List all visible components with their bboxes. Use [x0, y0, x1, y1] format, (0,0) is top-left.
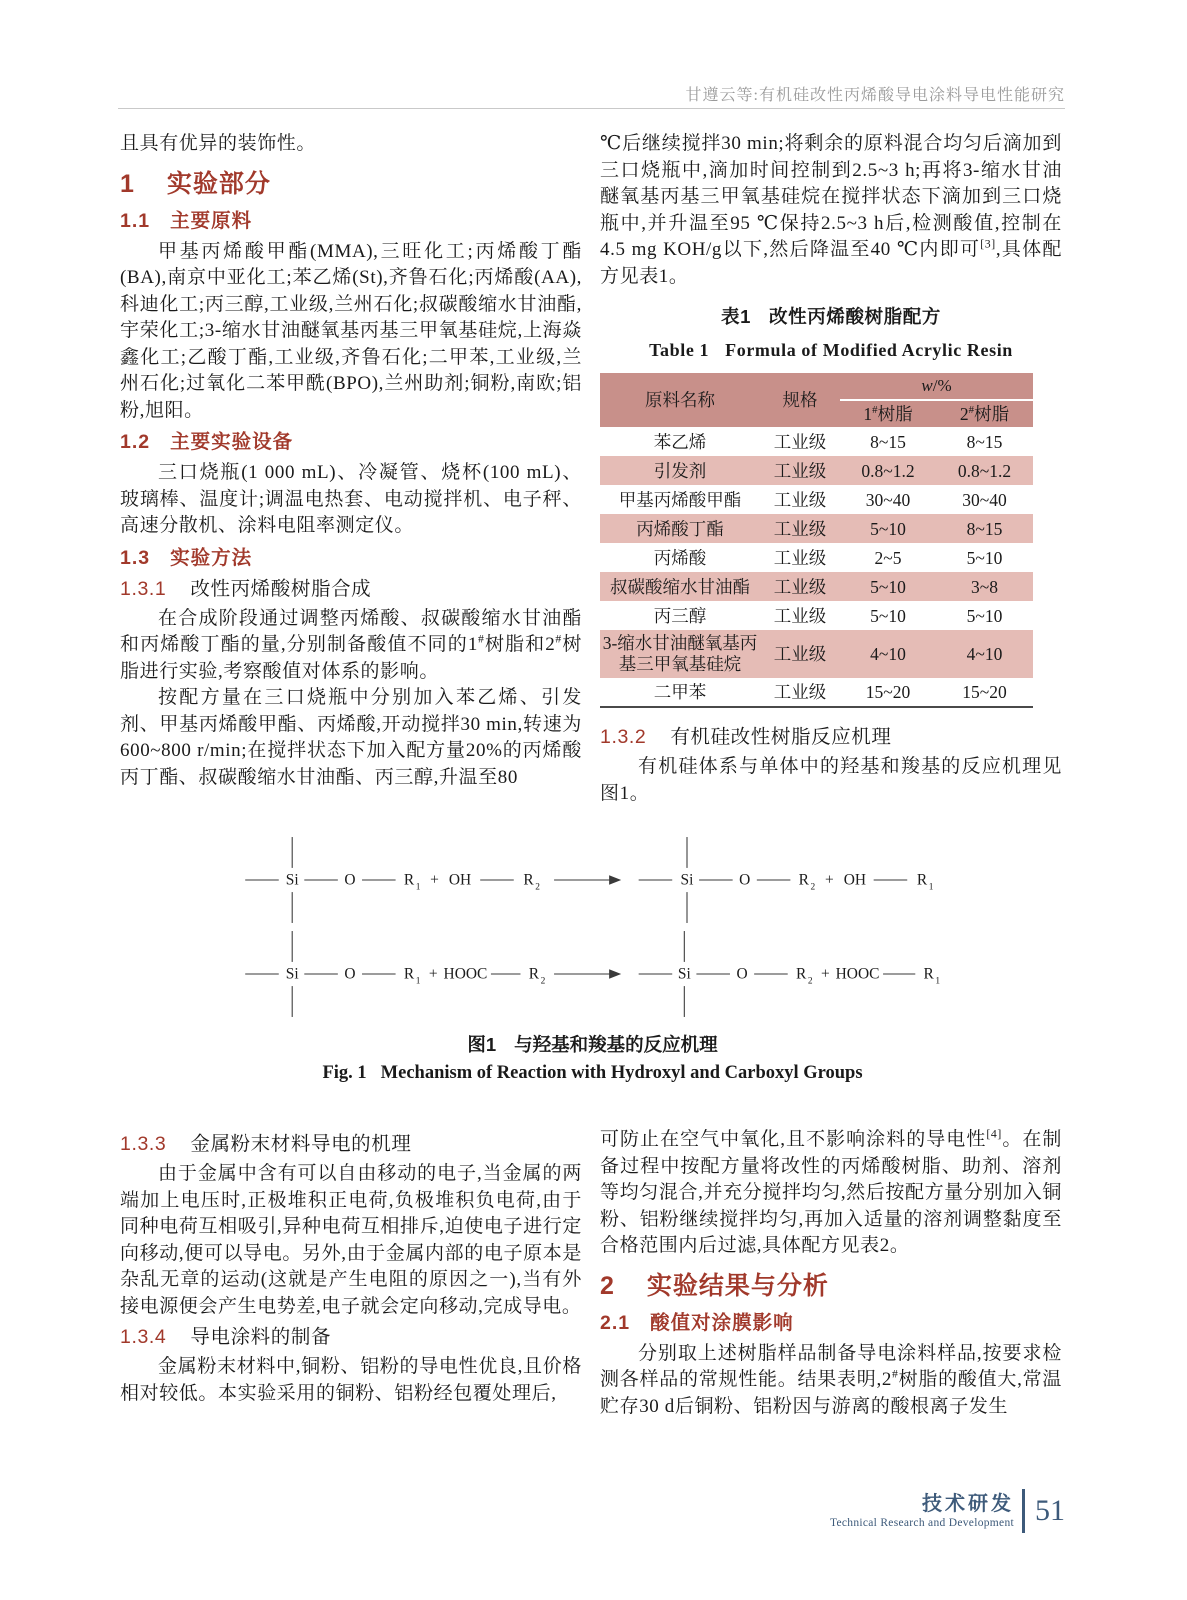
col-header-resin2: 2#树脂	[959, 404, 1010, 424]
svg-text:Si: Si	[285, 871, 299, 889]
table1-title-cn: 表1 改性丙烯酸树脂配方	[721, 306, 941, 327]
table-row: 丙烯酸 工业级 2~5 5~10	[653, 547, 1003, 568]
table-row: 叔碳酸缩水甘油酯 工业级 5~10 3~8	[600, 572, 1033, 601]
table-row: 苯乙烯 工业级 8~15 8~15	[653, 431, 1003, 452]
right-column-lower	[600, 1127, 1062, 1472]
section-title: 实验部分	[166, 169, 271, 198]
figure1-caption-cn: 图1 与羟基和羧基的反应机理	[467, 1034, 718, 1055]
formula-table-header	[600, 373, 1033, 427]
subsection-heading-1-3-4: 1.3.4 导电涂料的制备	[120, 1326, 332, 1348]
table-row: 二甲苯 工业级 15~20 15~20	[653, 682, 1007, 702]
svg-text:O: O	[735, 965, 748, 983]
svg-text:2: 2	[807, 976, 813, 987]
footer-section-en: Technical Research and Development	[829, 1516, 1014, 1529]
svg-text:OH: OH	[448, 871, 471, 889]
intro-paragraph: 且具有优异的装饰性。	[120, 133, 317, 154]
svg-text:HOOC: HOOC	[443, 965, 487, 983]
left-column-upper	[120, 131, 582, 831]
results-paragraph: 分别取上述树脂样品制备导电涂料样品,按要求检测各样品的常规性能。结果表明,2#树脂的酸值大,常温贮存30 d后铜粉、铝粉因与游离的酸根离子发生	[600, 1342, 1062, 1417]
svg-text:1: 1	[415, 882, 420, 893]
col-header-spec: 规格	[782, 390, 818, 410]
svg-text:Si: Si	[285, 965, 299, 983]
svg-text:R: R	[923, 965, 934, 983]
svg-text:2: 2	[534, 882, 540, 893]
svg-text:2: 2	[540, 976, 545, 987]
synthesis-paragraph: 在合成阶段通过调整丙烯酸、叔碳酸缩水甘油酯和丙烯酸丁酯的量,分别制备酸值不同的1#树脂和2#树脂进行实验,考察酸值对体系的影响。	[120, 607, 582, 682]
subsection-heading-1-2: 1.2 主要实验设备	[120, 431, 294, 453]
procedure-paragraph: 按配方量在三口烧瓶中分别加入苯乙烯、引发剂、甲基丙烯酸甲酯、丙烯酸,开动搅拌30 min,转速为600~800 r/min;在搅拌状态下加入配方量20%的丙烯酸丙丁酯、叔碳酸缩水甘油酯、丙三醇,升温至80	[120, 687, 582, 788]
svg-text:1: 1	[415, 976, 420, 987]
subsection-heading-1-3-3: 1.3.3 金属粉末材料导电的机理	[120, 1133, 412, 1155]
svg-text:R: R	[916, 871, 927, 889]
right-column-upper	[600, 131, 1062, 831]
left-column-lower	[120, 1127, 582, 1457]
subsection-heading-1-3-1: 1.3.1 改性丙烯酸树脂合成	[120, 577, 372, 600]
procedure-continued-paragraph: ℃后继续搅拌30 min;将剩余的原料混合均匀后滴加到三口烧瓶中,滴加时间控制到2.5~3 h;再将3-缩水甘油醚氧基丙基三甲氧基硅烷在搅拌状态下滴加到三口烧瓶中,并升温至95 ℃保持2.5~3 h后,检测酸值,控制在4.5 mg KOH/g以下,然后降温至40 ℃内即可[3],具体配方见表1。	[600, 133, 1062, 287]
col-header-name: 原料名称	[645, 390, 715, 410]
table-row: 丙三醇 工业级 5~10 5~10	[653, 605, 1003, 626]
svg-text:+: +	[824, 871, 834, 889]
svg-text:R: R	[798, 871, 809, 889]
table1-title-en: Table 1 Formula of Modified Acrylic Resin	[649, 339, 1013, 360]
header-rule	[118, 108, 1065, 109]
svg-text:O: O	[343, 871, 356, 889]
svg-text:2: 2	[810, 882, 815, 893]
col-header-resin1: 1#树脂	[863, 404, 913, 424]
svg-text:R: R	[403, 965, 414, 983]
svg-text:R: R	[795, 965, 806, 983]
metal-conduction-paragraph: 由于金属中含有可以自由移动的电子,当金属的两端加上电压时,正极堆积正电荷,负极堆积负电荷,由于同种电荷互相吸引,异种电荷互相排斥,迫使电子进行定向移动,便可以导电。另外,由于金属内部的电子原本是杂乱无章的运动(这就是产生电阻的原因之一),当有外接电源便会产生电势差,电子就会定向移动,完成导电。	[120, 1163, 582, 1317]
coating-prep-paragraph: 金属粉末材料中,铜粉、铝粉的导电性优良,且价格相对较低。本实验采用的铜粉、铝粉经包覆处理后,	[120, 1356, 582, 1404]
table-row: 引发剂 工业级 0.8~1.2 0.8~1.2	[600, 456, 1033, 485]
svg-text:+: +	[428, 965, 438, 983]
svg-text:OH: OH	[843, 871, 866, 889]
svg-text:HOOC: HOOC	[835, 965, 879, 983]
figure1-caption-en: Fig. 1 Mechanism of Reaction with Hydroxyl and Carboxyl Groups	[322, 1063, 863, 1083]
equipment-paragraph: 三口烧瓶(1 000 mL)、冷凝管、烧杯(100 mL)、玻璃棒、温度计;调温电热套、电动搅拌机、电子秤、高速分散机、涂料电阻率测定仪。	[120, 462, 582, 536]
page-footer	[830, 1489, 1065, 1533]
figure1	[120, 833, 1065, 1084]
svg-text:1: 1	[928, 882, 933, 893]
table-row: 甲基丙烯酸甲酯 工业级 30~40 30~40	[618, 489, 1007, 510]
svg-text:+: +	[429, 871, 439, 889]
arrow-head-icon	[609, 875, 621, 884]
section-number: 1	[120, 169, 135, 198]
subsection-heading-1-3-2: 1.3.2 有机硅改性树脂反应机理	[600, 726, 892, 748]
svg-text:Si: Si	[677, 965, 691, 983]
subsection-heading-2-1: 2.1 酸值对涂膜影响	[600, 1311, 794, 1334]
table-row: 丙烯酸丁酯 工业级 5~10 8~15	[600, 514, 1033, 543]
footer-divider	[1022, 1489, 1025, 1533]
arrow-head-icon	[609, 969, 621, 978]
page-number: 51	[1035, 1494, 1065, 1527]
formula-table	[600, 373, 1033, 708]
coating-prep-continued-paragraph: 可防止在空气中氧化,且不影响涂料的导电性[4]。在制备过程中按配方量将改性的丙烯酸树脂、助剂、溶剂等均匀混合,并充分搅拌均匀,然后按配方量分别加入铜粉、铝粉继续搅拌均匀,再加入适量的溶剂调整黏度至合格范围内后过滤,具体配方见表2。	[600, 1127, 1062, 1256]
svg-text:O: O	[343, 965, 356, 983]
svg-text:R: R	[528, 965, 539, 983]
table-row: 3-缩水甘油醚氧基丙基三甲氧基硅烷 工业级 4~10 4~10	[600, 630, 1033, 678]
svg-text:O: O	[738, 871, 750, 889]
mechanism-intro-paragraph: 有机硅体系与单体中的羟基和羧基的反应机理见图1。	[600, 756, 1062, 804]
reaction-scheme-hydroxyl	[243, 833, 943, 927]
subsection-heading-1-3: 1.3 实验方法	[120, 546, 253, 569]
svg-text:+: +	[820, 965, 830, 983]
section-heading-2: 2 实验结果与分析	[600, 1271, 829, 1300]
svg-text:R: R	[403, 871, 414, 889]
section-heading-1	[120, 169, 582, 199]
svg-text:Si: Si	[680, 871, 693, 889]
col-header-w-percent: w/%	[840, 373, 1033, 400]
footer-section-cn: 技术研发	[922, 1492, 1014, 1515]
svg-text:R: R	[522, 871, 534, 889]
svg-text:1: 1	[934, 976, 940, 987]
subsection-heading-1-1: 1.1 主要原料	[120, 209, 253, 232]
materials-paragraph: 甲基丙烯酸甲酯(MMA),三旺化工;丙烯酸丁酯(BA),南京中亚化工;苯乙烯(St),齐鲁石化;丙烯酸(AA),科迪化工;丙三醇,工业级,兰州石化;叔碳酸缩水甘油酯,宇荣化工;3-缩水甘油醚氧基丙基三甲氧基硅烷,上海焱鑫化工;乙酸丁酯,工业级,齐鲁石化;二甲苯,工业级,兰州石化;过氧化二苯甲酰(BPO),兰州助剂;铜粉,南欧;铝粉,旭阳。	[120, 240, 582, 421]
running-header: 甘遵云等:有机硅改性丙烯酸导电涂料导电性能研究	[685, 87, 1065, 104]
reaction-scheme-carboxyl	[243, 927, 943, 1021]
